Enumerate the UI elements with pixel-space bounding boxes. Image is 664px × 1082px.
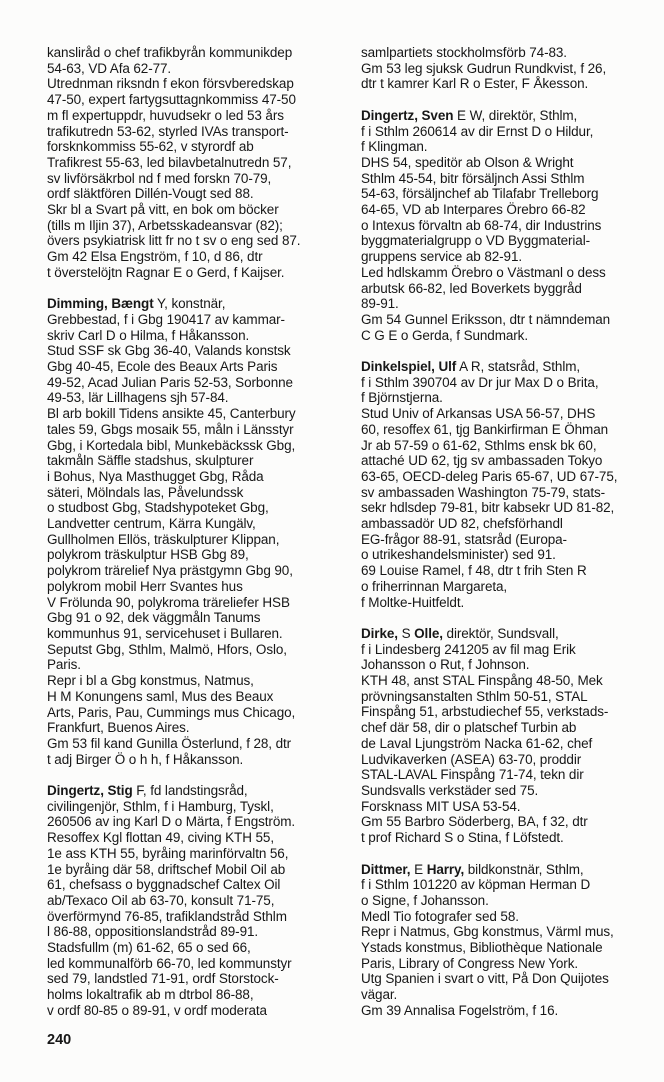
text-line: övers psykiatrisk litt fr no t sv o eng sed 87. — [47, 233, 301, 249]
text-line: Paris, Library of Congress New York. — [361, 955, 578, 971]
text-line: polykrom mobil Herr Svantes hus — [47, 578, 243, 594]
text-line: Bl arb bokill Tidens ansikte 45, Canterbury — [47, 406, 296, 422]
text-line: Sundsvalls verkstäder sed 75. — [361, 783, 539, 798]
text-line — [47, 783, 347, 799]
text-line: polykrom träskulptur HSB Gbg 89, — [47, 547, 249, 563]
text-line: 49-53, lär Lillhagens sjh 57-84. — [47, 390, 229, 406]
text-line: f Moltke-Huitfeldt. — [361, 594, 465, 610]
text-line: vägar. — [361, 987, 398, 1003]
entry-paragraph — [361, 862, 661, 1019]
text-line: (tills m Iljin 37), Arbetsskadeansvar (82); — [47, 217, 283, 233]
entry-paragraph — [47, 296, 347, 767]
text-line: överförmynd 76-85, trafiklandstråd Sthlm — [47, 908, 287, 924]
text-line — [47, 296, 347, 312]
entry-paragraph — [361, 359, 661, 610]
text-line: KTH 48, anst STAL Finspång 48-50, Mek — [361, 673, 603, 689]
text-line: Trafikrest 55-63, led bilavbetalnutredn 57, — [47, 154, 292, 170]
text-line: polykrom trärelief Nya prästgymn Gbg 90, — [47, 563, 293, 579]
text-line: 61, chefsass o byggnadschef Caltex Oil — [47, 877, 281, 893]
text-line: Gm 39 Annalisa Fogelström, f 16. — [361, 1002, 559, 1018]
entry-headword: Dittmer, — [361, 861, 411, 877]
text-line: Stud SSF sk Gbg 36-40, Valands konstsk — [47, 343, 291, 359]
text-line: Skr bl a Svart på vitt, en bok om böcker — [47, 202, 279, 218]
text-line: 47-50, expert fartygsuttagnkommiss 47-50 — [47, 92, 296, 108]
text-line: Stud Univ of Arkansas USA 56-57, DHS — [361, 406, 596, 422]
text-line: chef där 58, dir o platschef Turbin ab — [361, 720, 577, 736]
text-segment: E W, direktör, Sthlm, — [453, 107, 578, 123]
text-line: EG-frågor 88-91, statsråd (Europa- — [361, 531, 567, 547]
entry-headword: Harry, — [426, 861, 465, 877]
text-line: Finspång 51, arbstudiechef 55, verkstads- — [361, 704, 609, 720]
entry-headword: Dingertz, Stig — [47, 783, 133, 799]
text-segment: F, fd landstingsråd, — [132, 783, 248, 799]
entry-paragraph — [361, 626, 661, 846]
text-line: civilingenjör, Sthlm, f i Hamburg, Tyskl, — [47, 798, 274, 814]
text-line: Gm 53 leg sjuksk Gudrun Rundkvist, f 26, — [361, 60, 607, 76]
text-line: 54-63, försäljnchef ab Tilafabr Trelleborg — [361, 186, 599, 202]
entry-paragraph — [361, 108, 661, 344]
text-line: Jr ab 57-59 o 61-62, Sthlms ensk bk 60, — [361, 437, 597, 453]
entry-headword: Dinkelspiel, Ulf — [361, 359, 457, 375]
text-line: Seputst Gbg, Sthlm, Malmö, Hfors, Oslo, — [47, 641, 287, 657]
entry-headword: Dingertz, Sven — [361, 107, 454, 123]
text-line: Johansson o Rut, f Johnson. — [361, 657, 530, 673]
entry-paragraph — [47, 783, 347, 1019]
page-number: 240 — [47, 1032, 72, 1048]
text-line: holms lokaltrafik ab m dtrbol 86-88, — [47, 987, 254, 1003]
text-line: led kommunalförb 66-70, led kommunstyr — [47, 955, 292, 971]
text-line: o utrikeshandelsminister) sed 91. — [361, 547, 556, 563]
text-segment: Y, konstnär, — [153, 296, 226, 312]
text-line: Forsknass MIT USA 53-54. — [361, 798, 521, 814]
text-line: Gbg 40-45, Ecole des Beaux Arts Paris — [47, 359, 278, 375]
text-line: v ordf 80-85 o 89-91, v ordf moderata — [47, 1002, 267, 1018]
text-line: Grebbestad, f i Gbg 190417 av kammar- — [47, 311, 285, 327]
text-line: 60, resoffex 61, tjg Bankirfirman E Öhman — [361, 421, 609, 437]
text-line: Resoffex Kgl flottan 49, civing KTH 55, — [47, 830, 274, 846]
text-line: kommunhus 91, servicehuset i Bullaren. — [47, 626, 283, 641]
text-line: H M Konungens saml, Mus des Beaux — [47, 688, 274, 704]
text-line: 54-63, VD Afa 62-77. — [47, 60, 172, 76]
text-line: Arts, Paris, Pau, Cummings mus Chicago, — [47, 704, 296, 720]
text-line: byggmaterialgrupp o VD Byggmaterial- — [361, 233, 591, 249]
text-line: f Björnstjerna. — [361, 390, 443, 406]
text-line: C G E o Gerda, f Sundmark. — [361, 327, 528, 343]
text-line: 63-65, OECD-deleg Paris 65-67, UD 67-75, — [361, 468, 618, 484]
text-line: Ystads konstmus, Bibliothèque Nationale — [361, 940, 603, 956]
entry-paragraph — [361, 45, 661, 92]
text-line — [361, 359, 661, 375]
text-line: Led hdlskamm Örebro o Västmanl o dess — [361, 264, 606, 280]
text-line: arbutsk 66-82, led Boverkets byggråd — [361, 280, 582, 296]
text-line: Utrednman riksndn f ekon försvberedskap — [47, 76, 294, 92]
text-line: de Laval Ljungström Nacka 61-62, chef — [361, 735, 593, 751]
text-line: i Bohus, Nya Masthugget Gbg, Råda — [47, 468, 264, 484]
text-line: Gm 53 fil kand Gunilla Österlund, f 28, dtr — [47, 735, 292, 751]
text-line: Gbg, i Kortedala bibl, Munkebäckssk Gbg, — [47, 437, 296, 453]
text-line: Utg Spanien i svart o vitt, På Don Quijotes — [361, 971, 609, 987]
text-line: skriv Carl D o Hilma, f Håkansson. — [47, 327, 250, 343]
text-line: ambassadör UD 82, chefsförhandl — [361, 516, 563, 532]
text-line: Paris. — [47, 657, 81, 673]
text-line: sed 79, landstled 71-91, ordf Storstock- — [47, 971, 279, 987]
text-line: Repr i bl a Gbg konstmus, Natmus, — [47, 673, 254, 689]
text-line: samlpartiets stockholmsförb 74-83. — [361, 45, 567, 60]
text-line: 64-65, VD ab Interpares Örebro 66-82 — [361, 202, 586, 218]
text-line: Gbg 91 o 92, dek väggmåln Tanums — [47, 610, 261, 626]
text-line: f i Lindesberg 241205 av fil mag Erik — [361, 641, 576, 657]
text-line: f Klingman. — [361, 139, 428, 155]
text-line: ab/Texaco Oil ab 63-70, konsult 71-75, — [47, 892, 275, 908]
entry-headword: Dimming, Bængt — [47, 296, 154, 312]
text-line: sv livförsäkrbol nd f med forskn 70-79, — [47, 170, 272, 186]
text-line: f i Sthlm 260614 av dir Ernst D o Hildur, — [361, 123, 594, 139]
text-line: attaché UD 62, tjg sv ambassaden Tokyo — [361, 453, 603, 469]
text-line: säteri, Mölndals las, Påvelundssk — [47, 484, 244, 500]
text-line: sekr hdlsdep 79-81, bitr kabsekr UD 81-82, — [361, 500, 615, 516]
text-line: t adj Birger Ö o h h, f Håkansson. — [47, 751, 244, 767]
text-line: t prof Richard S o Stina, f Löfstedt. — [361, 830, 564, 846]
text-line: 260506 av ing Karl D o Märta, f Engström. — [47, 814, 296, 830]
text-line: Gm 55 Barbro Söderberg, BA, f 32, dtr — [361, 814, 588, 830]
text-segment: A R, statsråd, Sthlm, — [456, 359, 581, 375]
text-segment: E — [410, 861, 427, 877]
text-line: Gullholmen Ellös, träskulpturer Klippan, — [47, 531, 280, 547]
text-line — [361, 108, 661, 124]
entry-headword: Dirke, — [361, 625, 398, 641]
text-line: DHS 54, speditör ab Olson & Wright — [361, 154, 574, 170]
text-line: Gm 42 Elsa Engström, f 10, d 86, dtr — [47, 249, 263, 265]
right-column — [361, 45, 661, 1019]
text-line: Landvetter centrum, Kärra Kungälv, — [47, 516, 256, 532]
text-line: Stadsfullm (m) 61-62, 65 o sed 66, — [47, 940, 251, 956]
text-line: tales 59, Gbgs mosaik 55, måln i Länsstyr — [47, 421, 294, 437]
text-line: Medl Tio fotografer sed 58. — [361, 908, 519, 924]
text-line: t överstelöjtn Ragnar E o Gerd, f Kaijser. — [47, 264, 285, 280]
entry-headword: Olle, — [414, 625, 443, 641]
text-line: forsknkommiss 55-62, v styrordf ab — [47, 139, 254, 155]
text-line: f i Sthlm 390704 av Dr jur Max D o Brita, — [361, 374, 599, 390]
text-line: takmåln Säffle stadshus, skulpturer — [47, 453, 254, 469]
entry-paragraph — [47, 45, 347, 281]
text-line — [361, 626, 661, 642]
text-line: Repr i Natmus, Gbg konstmus, Värml mus, — [361, 924, 614, 940]
text-line: f i Sthlm 101220 av köpman Herman D — [361, 877, 591, 893]
text-line: V Frölunda 90, polykroma träreliefer HSB — [47, 594, 290, 610]
text-line: ordf släktfören Dillén-Vougt sed 88. — [47, 186, 254, 202]
text-line: o studbost Gbg, Stadshypoteket Gbg, — [47, 500, 269, 516]
text-line: o Intexus förvaltn ab 68-74, dir Industrins — [361, 217, 602, 233]
text-line: o friherrinnan Margareta, — [361, 578, 508, 594]
text-line: kansliråd o chef trafikbyrån kommunikdep — [47, 45, 293, 60]
text-line: STAL-LAVAL Finspång 71-74, tekn dir — [361, 767, 584, 783]
text-line: o Signe, f Johansson. — [361, 892, 489, 908]
text-line: 1e ass KTH 55, byråing marinförvaltn 56, — [47, 845, 289, 861]
text-line: prövningsanstalten Sthlm 50-51, STAL — [361, 688, 588, 704]
text-segment: direktör, Sundsvall, — [442, 625, 559, 641]
text-line: l 86-88, oppositionslandstråd 89-91. — [47, 924, 259, 940]
text-line: Ludvikaverken (ASEA) 63-70, proddir — [361, 751, 582, 767]
text-line: 69 Louise Ramel, f 48, dtr t frih Sten R — [361, 563, 587, 579]
text-line: m fl expertuppdr, huvudsekr o led 53 års — [47, 107, 284, 123]
text-line: dtr t kamrer Karl R o Ester, F Åkesson. — [361, 76, 589, 92]
text-line: trafikutredn 53-62, styrled IVAs transport- — [47, 123, 289, 139]
text-segment: S — [397, 625, 415, 641]
text-line: Sthlm 45-54, bitr försäljnch Assi Sthlm — [361, 170, 585, 186]
text-line: 1e byråing där 58, driftschef Mobil Oil ab — [47, 861, 286, 877]
text-line: Gm 54 Gunnel Eriksson, dtr t nämndeman — [361, 311, 611, 327]
text-line: 49-52, Acad Julian Paris 52-53, Sorbonne — [47, 374, 293, 390]
text-line: Frankfurt, Buenos Aires. — [47, 720, 190, 736]
left-column — [47, 45, 347, 1019]
text-line — [361, 862, 661, 878]
text-line: 89-91. — [361, 296, 399, 312]
text-line: sv ambassaden Washington 75-79, stats- — [361, 484, 606, 500]
text-line: gruppens service ab 82-91. — [361, 249, 523, 265]
text-segment: bildkonstnär, Sthlm, — [464, 861, 584, 877]
